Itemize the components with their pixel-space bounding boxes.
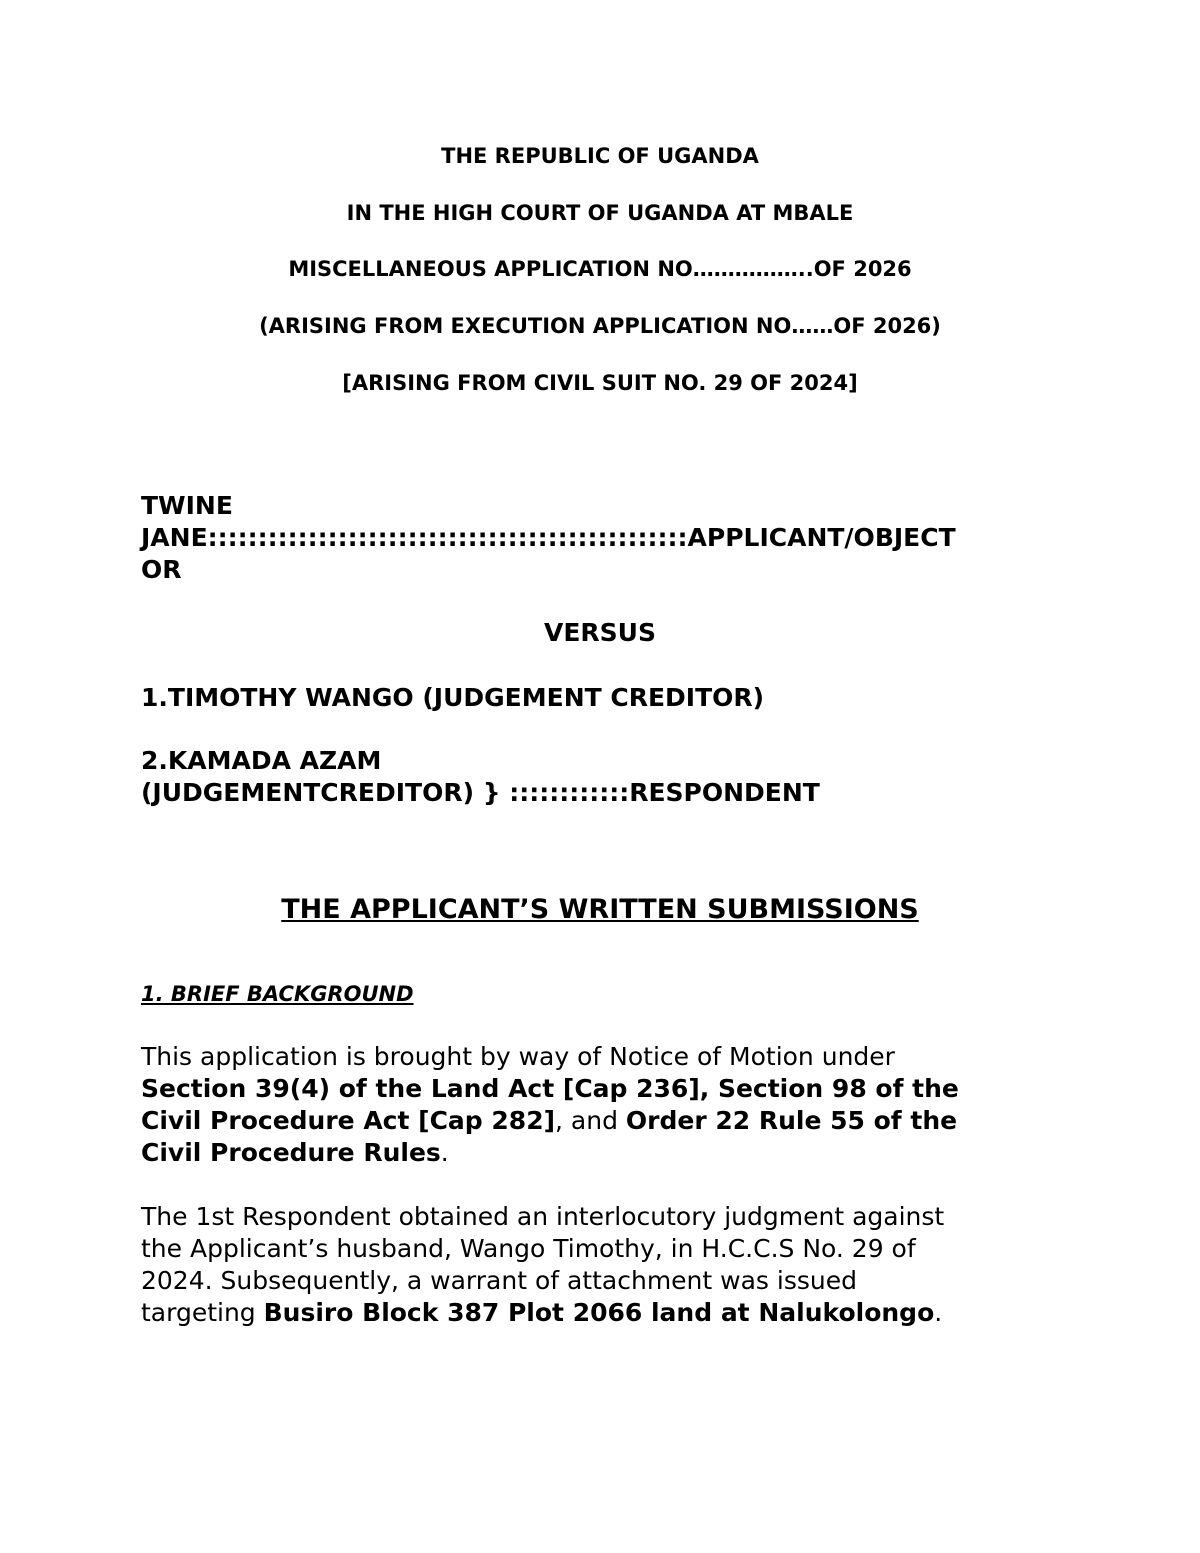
paragraph-line: The 1st Respondent obtained an interlocutory judgment against <box>141 1202 945 1231</box>
bold-text: Civil Procedure Rules <box>141 1138 441 1167</box>
paragraph-background <box>141 1201 1061 1329</box>
respondent-line: 1.TIMOTHY WANGO (JUDGEMENT CREDITOR) <box>141 683 765 712</box>
plain-text: . <box>934 1298 943 1327</box>
respondent-line: 2.KAMADA AZAM <box>141 746 382 775</box>
header-application-number: MISCELLANEOUS APPLICATION NO……………..OF 2026 <box>288 257 912 281</box>
paragraph-line: the Applicant’s husband, Wango Timothy, in H.C.C.S No. 29 of <box>141 1234 916 1263</box>
header-arising-execution: (ARISING FROM EXECUTION APPLICATION NO……OF 2026) <box>259 314 941 338</box>
paragraph-legal-basis <box>141 1041 1061 1169</box>
paragraph-line: This application is brought by way of Notice of Motion under <box>141 1042 895 1071</box>
bold-text: Civil Procedure Act [Cap 282] <box>141 1106 556 1135</box>
plain-text: targeting <box>141 1298 264 1327</box>
paragraph-line <box>141 1105 1061 1137</box>
document-title-text: THE APPLICANT’S WRITTEN SUBMISSIONS <box>281 894 919 925</box>
section-heading: 1. BRIEF BACKGROUND <box>141 982 414 1006</box>
header-republic: THE REPUBLIC OF UGANDA <box>441 144 759 168</box>
document-title <box>0 893 1200 927</box>
respondent-2 <box>141 745 1061 809</box>
plain-text: . <box>440 1138 449 1167</box>
versus-label: VERSUS <box>544 618 656 647</box>
applicant-line: JANE::::::::::::::::::::::::::::::::::::::::::::::::APPLICANT/OBJECT <box>141 523 956 552</box>
paragraph-line <box>141 1137 1061 1169</box>
applicant-line: TWINE <box>141 491 233 520</box>
paragraph-line: Section 39(4) of the Land Act [Cap 236], Section 98 of the <box>141 1074 959 1103</box>
bold-text: Busiro Block 387 Plot 2066 land at Nalukolongo <box>263 1298 935 1327</box>
plain-text: , and <box>555 1106 626 1135</box>
respondent-1 <box>141 682 1061 714</box>
header-court: IN THE HIGH COURT OF UGANDA AT MBALE <box>346 201 854 225</box>
paragraph-line <box>141 1297 1061 1329</box>
paragraph-line: 2024. Subsequently, a warrant of attachment was issued <box>141 1266 857 1295</box>
applicant-line: OR <box>141 555 182 584</box>
applicant-block <box>141 490 1061 586</box>
header-arising-suit: [ARISING FROM CIVIL SUIT NO. 29 OF 2024] <box>342 371 858 395</box>
respondent-line: (JUDGEMENTCREDITOR) } ::::::::::::RESPONDENT <box>141 778 820 807</box>
bold-text: Order 22 Rule 55 of the <box>625 1106 958 1135</box>
